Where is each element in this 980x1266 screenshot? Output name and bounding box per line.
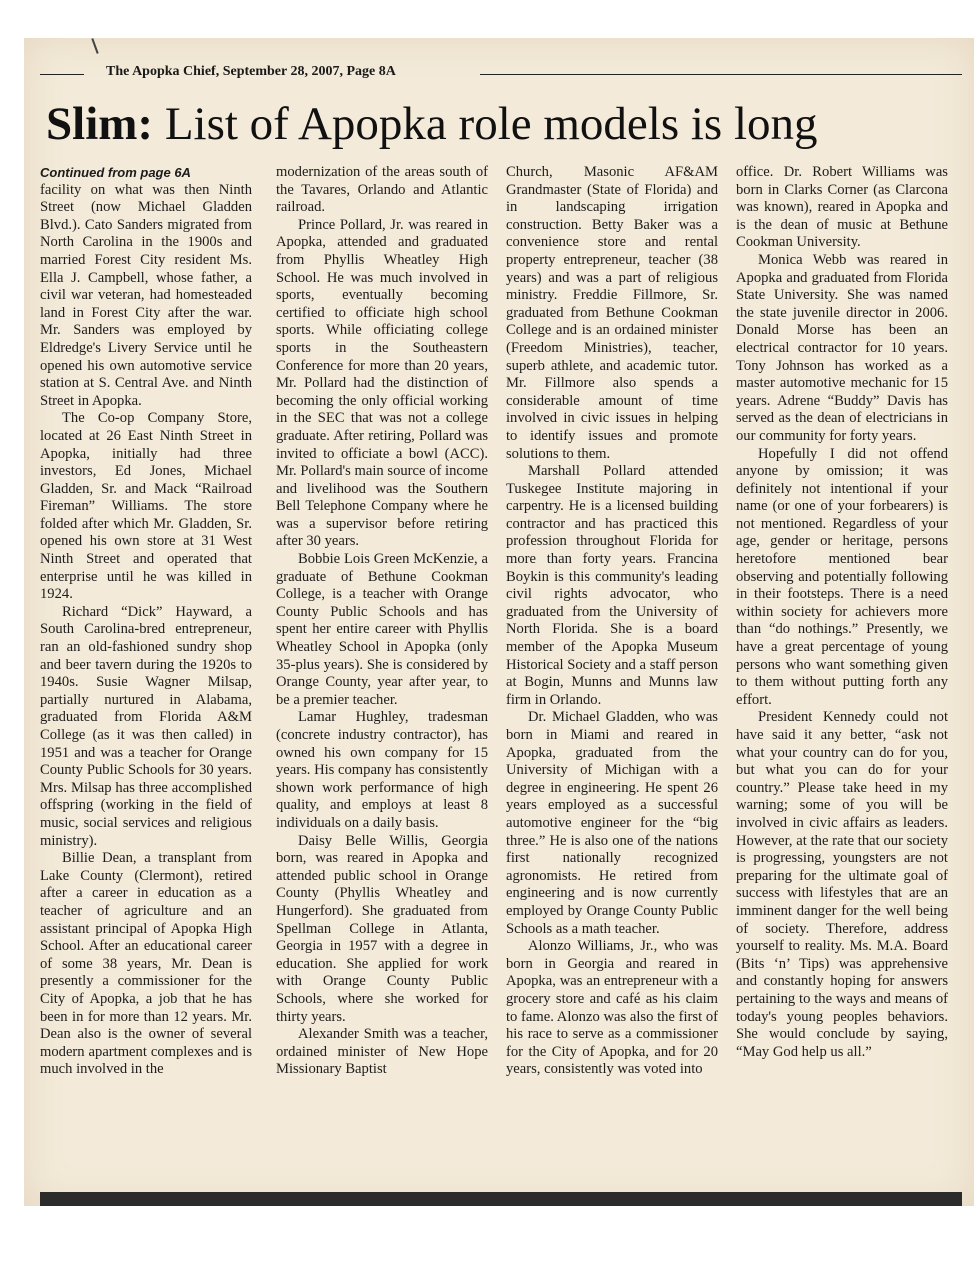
paragraph: Marshall Pollard attended Tuskegee Institute majoring in carpentry. He is a licensed building contractor and has practiced this profession throughout Florida for more than forty years. Francina Boykin is this community's leading civil rights advocator, who graduated from the University of North Florida. She is a board member of the Apopka Museum Historical Society and a staff person at Bogin, Munns and Munns law firm in Orlando. (506, 463, 718, 708)
paragraph: Alexander Smith was a teacher, ordained minister of New Hope Missionary Baptist (276, 1026, 488, 1078)
folio-text: The Apopka Chief, September 28, 2007, Page 8A (106, 64, 396, 79)
article-column-2 (276, 164, 488, 1079)
article-column-4 (736, 164, 948, 1061)
paragraph: Dr. Michael Gladden, who was born in Miami and reared in Apopka, graduated from the University of Michigan with a degree in engineering. He spent 26 years employed as a successful automotive engineer for the “big three.” He is also one of the nations first nationally recognized agronomists. He retired from engineering and is now currently employed by Orange County Public Schools as a math teacher. (506, 709, 718, 937)
paragraph: Hopefully I did not offend anyone by omission; it was definitely not intentional if your name (or one of your forbearers) is not mentioned. Regardless of your age, gender or heritage, persons heretofore mentioned bear observing and potentially following in their footsteps. There is a need within society for achievers more than “do nothings.” Presently, we have a great percentage of young persons who want something given to them without putting forth any effort. (736, 445, 948, 708)
article-headline (46, 94, 956, 154)
scan-mark (91, 38, 98, 54)
paragraph: facility on what was then Ninth Street (now Michael Gladden Blvd.). Cato Sanders migrated from North Carolina in the 1900s and married Forest City resident Ms. Ella J. Campbell, whose father, a civil war veteran, had homesteaded land in Forest City after the war. Mr. Sanders was employed by Eldredge's Livery Service until he opened his own automotive service station at S. Central Ave. and Ninth Street in Apopka. (40, 181, 252, 409)
paragraph: Prince Pollard, Jr. was reared in Apopka, attended and graduated from Phyllis Wheatley High School. He was much involved in sports, eventually becoming certified to officiate high school sports. While officiating college sports in the Southeastern Conference for more than 20 years, Mr. Pollard had the distinction of becoming the only official working in the SEC that was not a college graduate. After retiring, Pollard was invited to officiate a bowl (ACC). Mr. Pollard's main source of income and livelihood was the Southern Bell Telephone Company where he was a supervisor before retiring after 30 years. (276, 216, 488, 550)
paragraph: office. Dr. Robert Williams was born in Clarks Corner (as Clarcona was known), reared in Apopka and is the dean of music at Bethune Cookman University. (736, 164, 948, 251)
headline-text: List of Apopka role models is long (153, 98, 818, 150)
folio-rule-left (40, 74, 84, 75)
paragraph: Billie Dean, a transplant from Lake County (Clermont), retired after a career in education as a teacher of agriculture and an assistant principal of Apopka High School. After an educational career of some 38 years, Mr. Dean is presently a commissioner for the City of Apopka, a job that he has been in for more than 12 years. Mr. Dean also is the owner of several modern apartment complexes and is much involved in the (40, 850, 252, 1078)
paragraph: Bobbie Lois Green McKenzie, a graduate of Bethune Cookman College, is a teacher with Orange County Public Schools and has spent her entire career with Phyllis Wheatley School in Apopka (only 35-plus years). She is considered by Orange County, year after year, to be a premier teacher. (276, 551, 488, 708)
paragraph: Richard “Dick” Hayward, a South Carolina-bred entrepreneur, ran an old-fashioned sundry shop and beer tavern during the 1920s to 1940s. Susie Wagner Milsap, partially nurtured in Alabama, graduated from Florida A&M College (as it was then called) in 1951 and was a teacher for Orange County Public Schools for 30 years. Mrs. Milsap has three accomplished offspring (working in the field of music, social services and religious ministry). (40, 603, 252, 849)
bottom-rule-bar (40, 1192, 962, 1206)
paragraph: President Kennedy could not have said it any better, “ask not what your country can do for you, but what you can do for your country.” Please take heed in my warning; some of you will be involved in civic affairs as leaders. However, at the rate that our society is progressing, youngsters are not preparing for the ultimate goal of success with lifestyles that are an imminent danger for the well being of society. Therefore, address yourself to reality. Ms. M.A. Board (Bits ‘n’ Tips) was apprehensive and constantly hoping for answers pertaining to the ways and means of today's young peoples behaviors. She would conclude by saying, “May God help us all.” (736, 709, 948, 1060)
folio-rule-right (480, 74, 962, 75)
newspaper-clipping (24, 38, 974, 1206)
paragraph: Alonzo Williams, Jr., who was born in Georgia and reared in Apopka, was an entrepreneur with a grocery store and café as his claim to fame. Alonzo was also the first of his race to serve as a commissioner for the City of Apopka, and for 20 years, consistently was voted into (506, 938, 718, 1078)
continued-from-note: Continued from page 6A (40, 165, 191, 180)
paragraph: Lamar Hughley, tradesman (concrete industry contractor), has owned his own company for 15 years. His company has consistently shown work performance of high quality, and employs at least 8 individuals on a daily basis. (276, 709, 488, 831)
paragraph: The Co-op Company Store, located at 26 East Ninth Street in Apopka, initially had three investors, Ed Jones, Michael Gladden, Sr. and Mack “Railroad Fireman” Williams. The store folded after which Mr. Gladden, Sr. opened his own store at 31 West Ninth Street and operated that enterprise until he was killed in 1924. (40, 410, 252, 603)
article-column-3 (506, 164, 718, 1079)
paragraph: Monica Webb was reared in Apopka and graduated from Florida State University. She was named the state juvenile director in 2006. Donald Morse has been an electrical contractor for 10 years. Tony Johnson has worked as a master automotive mechanic for 15 years. Adrene “Buddy” Davis has served as the dean of electricians in our community for forty years. (736, 251, 948, 444)
paragraph: Church, Masonic AF&AM Grandmaster (State of Florida) and in landscaping irrigation construction. Betty Baker was a convenience store and rental property entrepreneur, teacher (38 years) and was a part of religious ministry. Freddie Fillmore, Sr. graduated from Bethune Cookman College and is an ordained minister (Freedom Ministries), teacher, superb athlete, and academic tutor. Mr. Fillmore also spends a considerable amount of time involved in civic issues in helping to identify issues and promote solutions to them. (506, 164, 718, 462)
article-column-1 (40, 164, 252, 1079)
headline-kicker: Slim: (46, 98, 154, 150)
paragraph: modernization of the areas south of the Tavares, Orlando and Atlantic railroad. (276, 164, 488, 216)
page-folio (40, 64, 962, 84)
paragraph: Daisy Belle Willis, Georgia born, was reared in Apopka and attended public school in Orange County (Phyllis Wheatley and Hungerford). She graduated from Spellman College in Atlanta, Georgia in 1957 with a degree in education. She applied for work with Orange County Public Schools, where she worked for thirty years. (276, 832, 488, 1025)
